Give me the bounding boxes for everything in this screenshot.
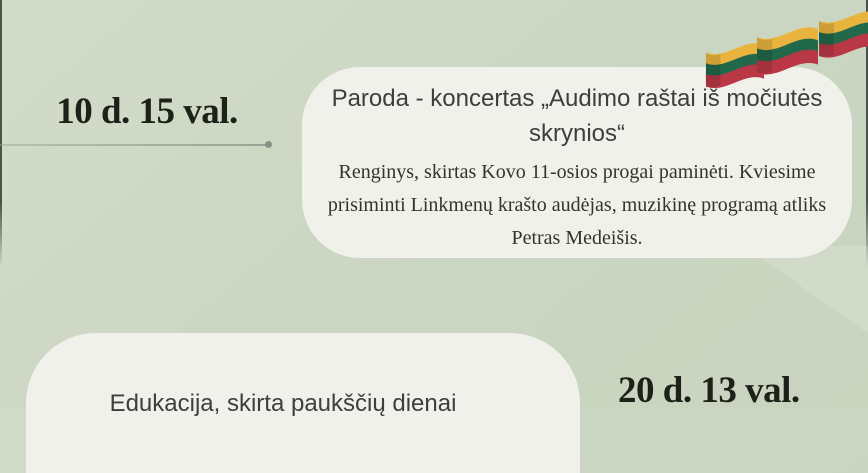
event-title: Paroda - koncertas „Audimo raštai iš močiutės skrynios“ bbox=[331, 85, 823, 147]
lithuanian-flag-icon bbox=[817, 7, 868, 65]
event-card bbox=[26, 333, 580, 473]
event-date: 20 d. 13 val. bbox=[618, 370, 800, 411]
background-highlight-wedge bbox=[733, 246, 868, 358]
divider-dot bbox=[265, 141, 272, 148]
event-card bbox=[302, 67, 852, 258]
event-divider bbox=[0, 144, 269, 146]
left-edge-line bbox=[0, 0, 2, 268]
event-description: Renginys, skirtas Kovo 11-osios progai paminėti. Kviesime prisiminti Linkmenų krašto audėjas, muzikinę programą atliks Petras Medeišis. bbox=[327, 161, 827, 249]
event-date: 10 d. 15 val. bbox=[56, 91, 238, 132]
event-title: Edukacija, skirta paukščių dienai bbox=[109, 390, 457, 417]
lithuanian-flag-icon bbox=[755, 23, 820, 82]
